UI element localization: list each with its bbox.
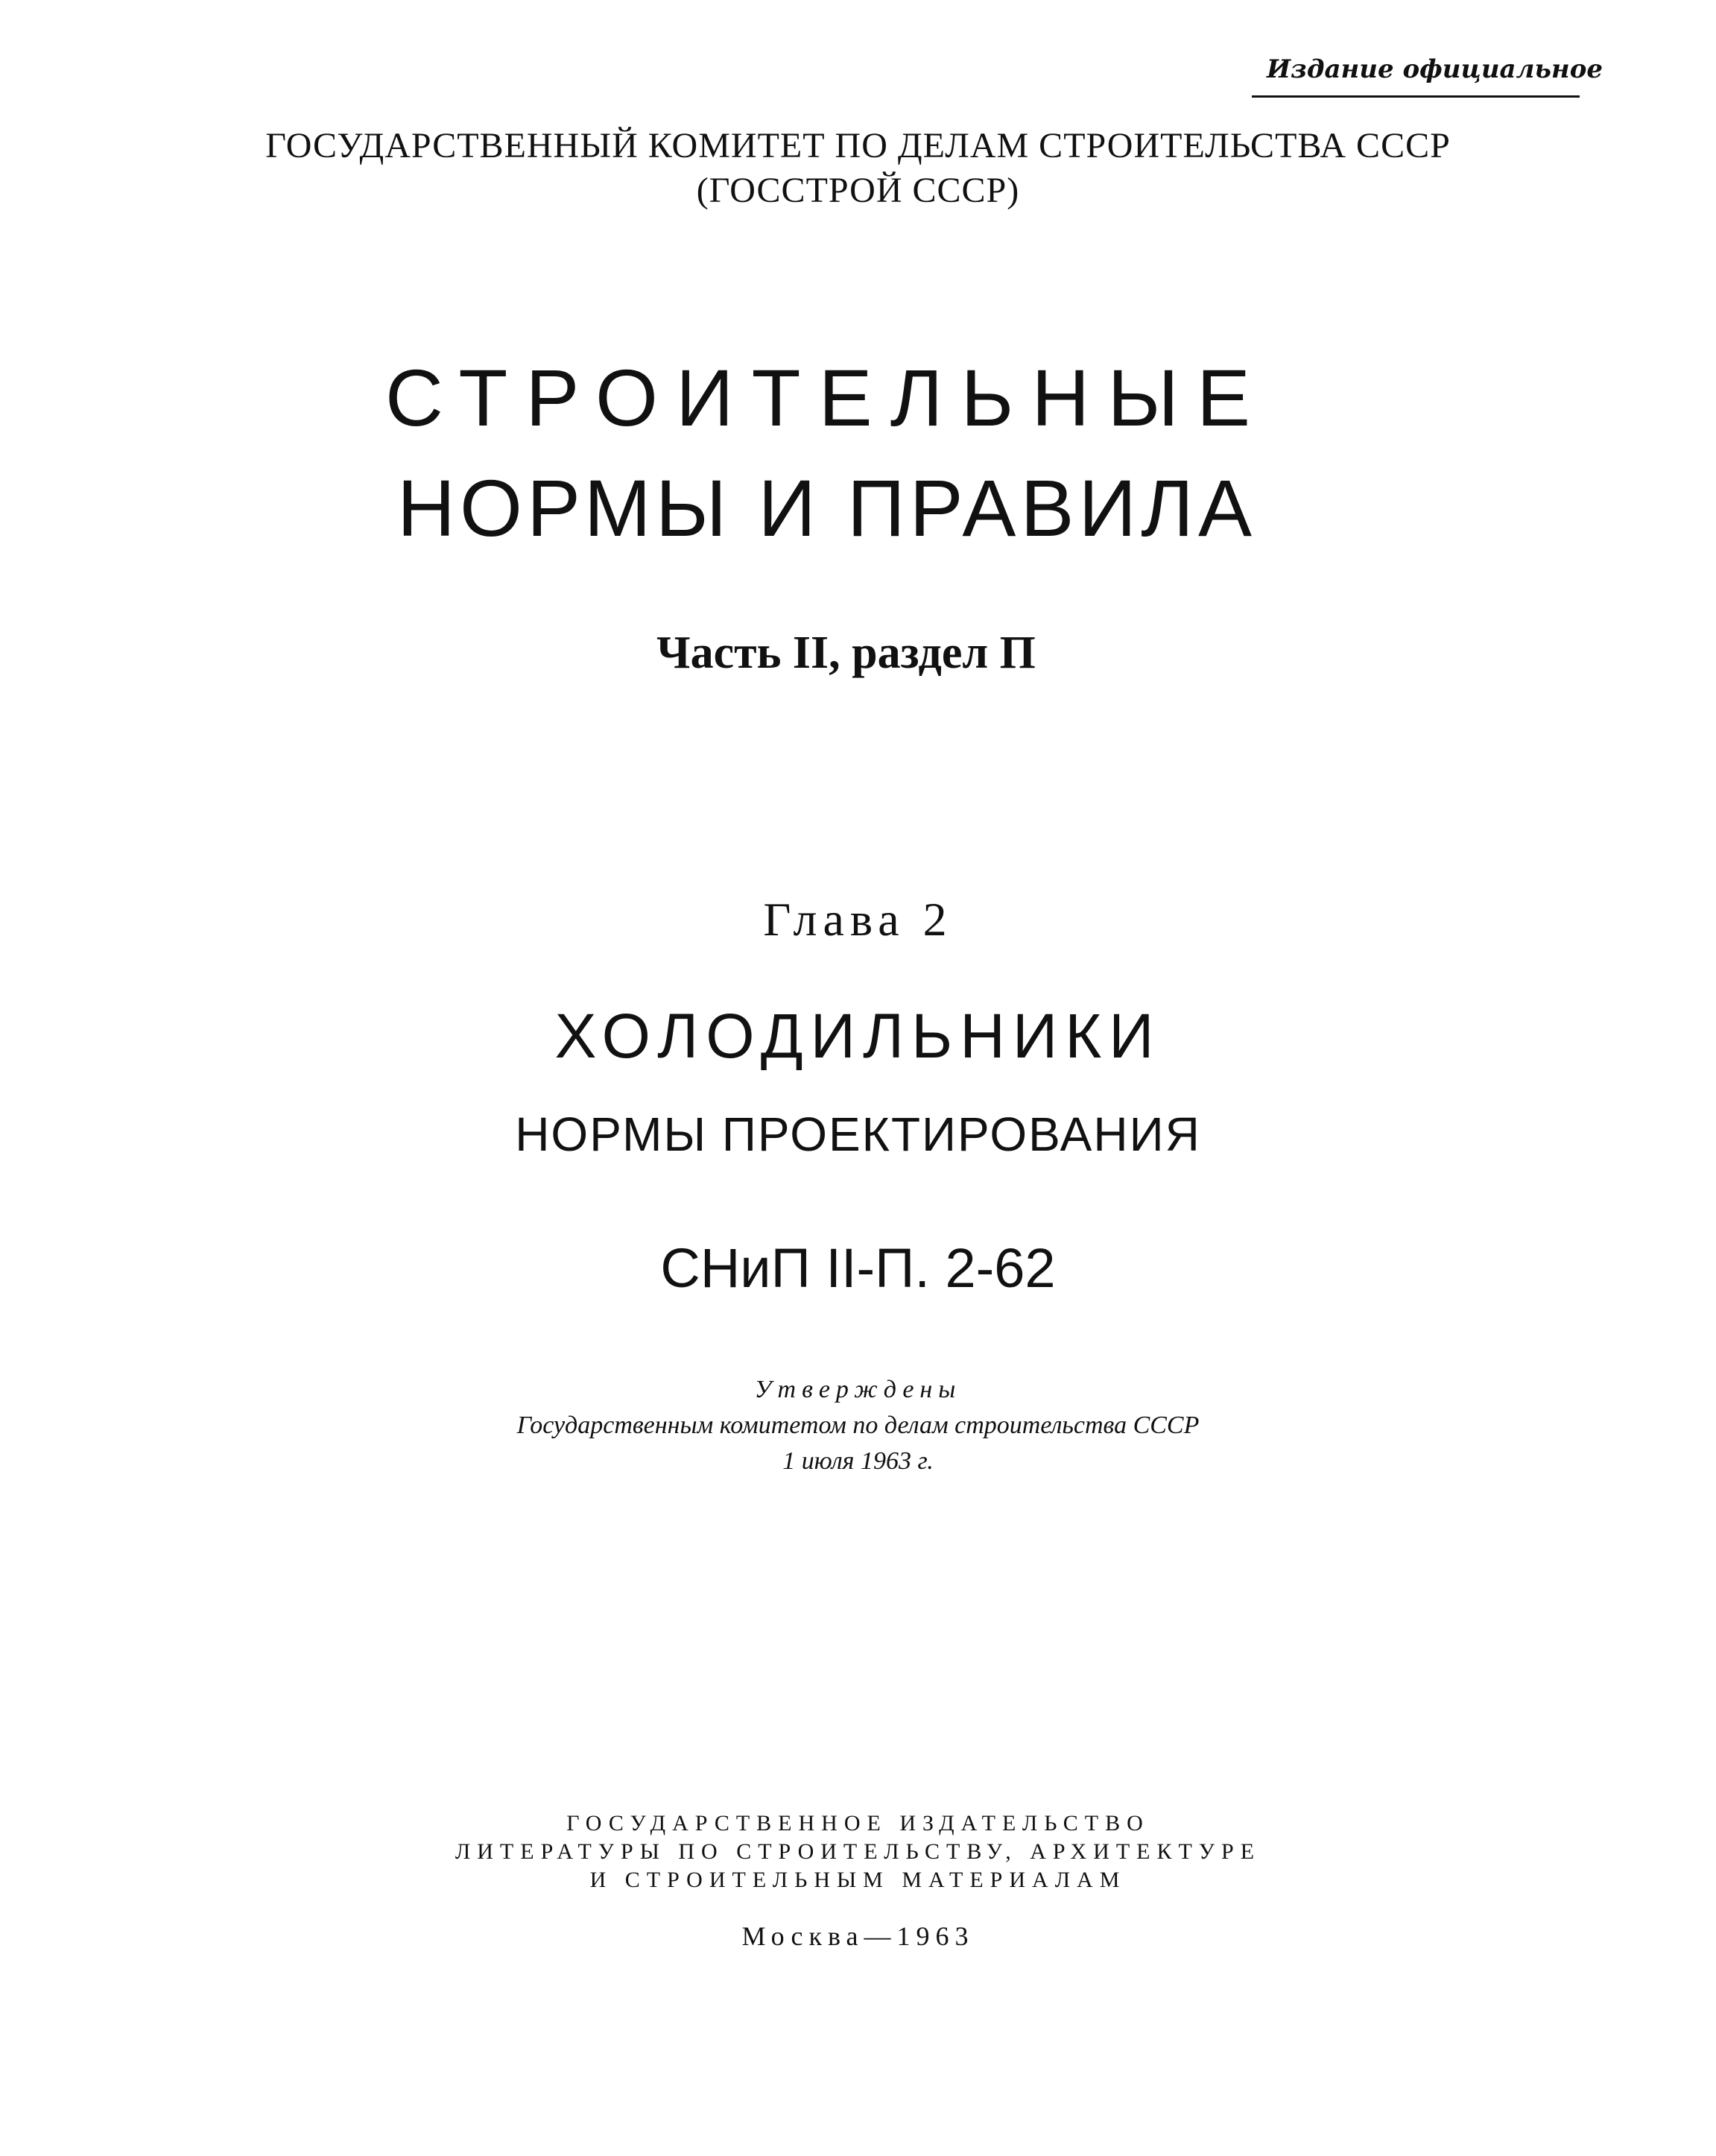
- publisher-line-3: И СТРОИТЕЛЬНЫМ МАТЕРИАЛАМ: [589, 1868, 1127, 1892]
- city-year: Москва—1963: [741, 1921, 975, 1951]
- document-code: СНиП II-П. 2-62: [660, 1237, 1056, 1299]
- committee-name: ГОСУДАРСТВЕННЫЙ КОМИТЕТ ПО ДЕЛАМ СТРОИТЕЛЬСТВА СССР: [265, 126, 1451, 165]
- document-title-line-1: СТРОИТЕЛЬНЫЕ: [384, 353, 1269, 443]
- publisher-line-2: ЛИТЕРАТУРЫ ПО СТРОИТЕЛЬСТВУ, АРХИТЕКТУРЕ: [455, 1839, 1261, 1864]
- document-subtitle: НОРМЫ ПРОЕКТИРОВАНИЯ: [515, 1107, 1201, 1161]
- publisher-line-1: ГОСУДАРСТВЕННОЕ ИЗДАТЕЛЬСТВО: [566, 1811, 1150, 1836]
- committee-abbreviation: (ГОССТРОЙ СССР): [696, 171, 1020, 210]
- chapter-number: Глава 2: [763, 893, 953, 946]
- edition-mark: Издание официальное: [1267, 54, 1603, 84]
- approval-heading: Утверждены: [754, 1376, 962, 1403]
- document-title-line-2: НОРМЫ И ПРАВИЛА: [396, 463, 1257, 553]
- approval-date: 1 июля 1963 г.: [782, 1447, 934, 1475]
- document-subject: ХОЛОДИЛЬНИКИ: [554, 1001, 1162, 1071]
- approval-authority: Государственным комитетом по делам строительства СССР: [516, 1411, 1200, 1439]
- edition-mark-underline: [1252, 95, 1580, 98]
- part-section: Часть II, раздел П: [656, 627, 1036, 678]
